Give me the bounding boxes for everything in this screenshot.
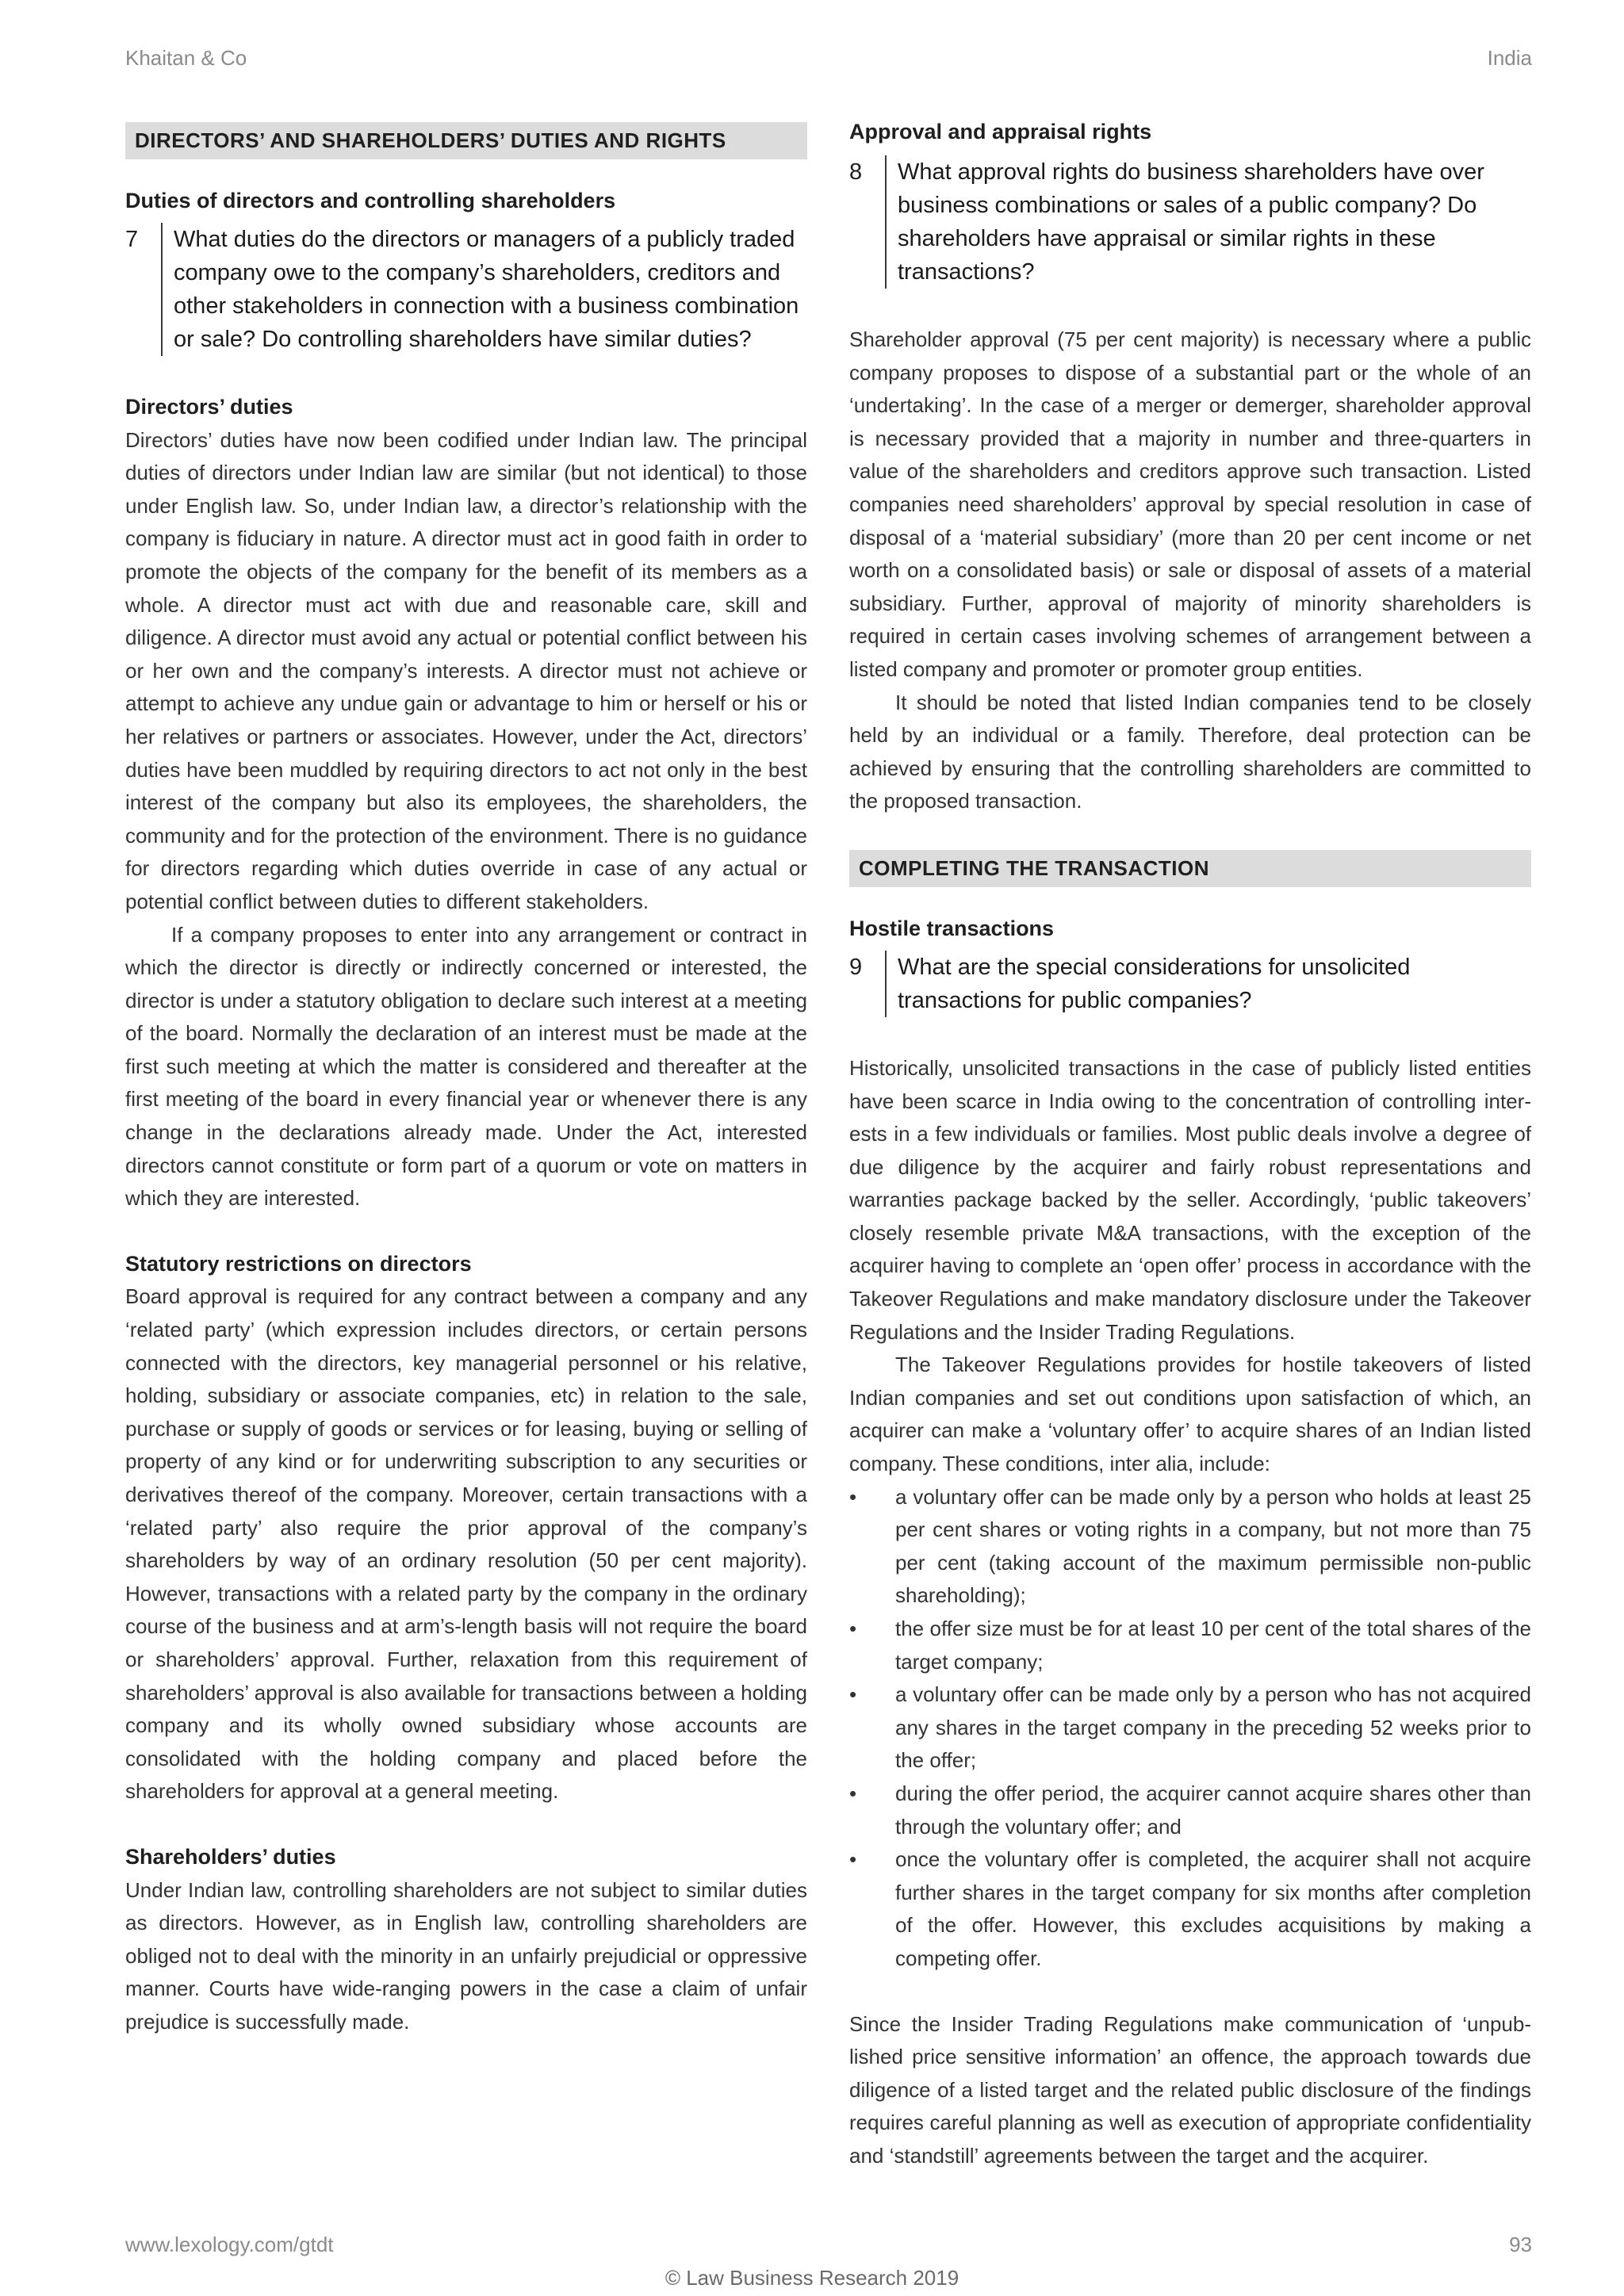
page-number: 93 xyxy=(1509,2233,1532,2256)
paragraph: If a company proposes to enter into any arrangement or contract in which the director is directly or indirectly concerned or interested, the director is under a statutory obligation to declare such interest at a meeting of the board. Normally the declaration of an interest must be made at the first such meeting at which the matter is considered and thereafter at the first meeting of the board in every financial year or whenever there is any change in the declarations already made. Under the Act, interested directors cannot constitute or form part of a quorum or vote on matters in which they are interested. xyxy=(125,922,807,1211)
paragraph: Shareholder approval (75 per cent majority) is necessary where a public company proposes to dispose of a substantial part or the whole of an ‘undertaking’. In the case of a merger or demerger, shareholder approval is necessary provided that a majority in number and three-quarters in value of the shareholders and creditors approve such transaction. Listed companies need shareholders’ approval by special resolution in case of disposal of a ‘material subsidiary’ (more than 20 per cent income or net worth on a consolidated basis) or sale or disposal of assets of a material subsidiary. Further, approval of majority of minority shareholders is required in certain cases involving schemes of arrangement between a listed company and promoter or promoter group entities. xyxy=(849,327,1531,681)
subheading-duties-of-directors: Duties of directors and controlling shareholders xyxy=(125,189,616,212)
conditions-list xyxy=(849,1481,1531,1976)
right-column xyxy=(849,117,1531,2173)
paragraph: Board approval is required for any contract between a company and any ‘related party’ (which expression includes directors, or certain persons connected with the directors, key managerial personnel or his relative, holding, subsidiary or associate companies, etc) in relation to the sale, purchase or supply of goods or services or for leasing, buying or selling of property of any kind or for underwriting subscription to any securities or derivatives thereof of the company. Moreover, certain transactions with a ‘related party’ also require the prior approval of the company’s shareholders by way of an ordinary resolution (50 per cent majority). However, transactions with a related party by the company in the ordinary course of the business and at arm’s-length basis will not require the board or shareholders’ approval. Further, relaxation from this requirement of shareholders’ approval is also available for transactions between a holding company and its wholly owned subsidiary whose accounts are consolidated with the holding company and placed before the shareholders for approval at a general meeting. xyxy=(125,1284,807,1804)
paragraph: Since the Insider Trading Regulations make communication of ‘unpublished price sensitive information’ an offence, the approach towards due diligence of a listed target and the related public disclosure of the findings requires careful planning as well as execution of appropriate confidentiality and ‘standstill’ agreements between the target and the acquirer. xyxy=(849,2011,1531,2168)
paragraph: It should be noted that listed Indian companies tend to be closely held by an individual or a family. Therefore, deal protection can be achieved by ensuring that the controlling shareholders are committed to the proposed transaction. xyxy=(849,690,1531,813)
bullet-icon: • xyxy=(849,1847,857,1872)
question-number: 8 xyxy=(849,159,863,185)
paragraph: Directors’ duties have now been codified under Indian law. The principal duties of directors under Indian law are similar (but not identical) to those under English law. So, under Indian law, a director’s relationship with the company is fiduciary in nature. A director must act in good faith in order to promote the objects of the company for the benefit of its members as a whole. A director must act with due and reasonable care, skill and diligence. A director must avoid any actual or potential conflict between his or her own and the company’s interests. A director must not achieve or attempt to achieve any undue gain or advantage to him or herself or his or her relatives or partners or associates. However, under the Act, directors’ duties have been muddled by requiring directors to act not only in the best interest of the company but also its employees, the shareholders, the community and for the protection of the environment. There is no guidance for directors regarding which duties override in case of any actual or potential conflict between duties to different stakeholders. xyxy=(125,427,807,913)
running-head-country: India xyxy=(1487,46,1532,70)
section-heading-duties: DIRECTORS’ AND SHAREHOLDERS’ DUTIES AND RIGHTS xyxy=(125,122,807,159)
left-column xyxy=(125,117,807,2039)
heading-shareholders-duties: Shareholders’ duties xyxy=(125,1844,336,1869)
section-heading-completing: COMPLETING THE TRANSACTION xyxy=(849,850,1531,887)
list-item: • the offer size must be for at least 10 per cent of the total shares of the target company; xyxy=(849,1613,1531,1678)
heading-directors-duties: Directors’ duties xyxy=(125,395,293,419)
heading-statutory-restrictions: Statutory restrictions on directors xyxy=(125,1251,472,1276)
question-text: What duties do the directors or managers of a publicly traded company owe to the company’s shareholders, creditors and other stakeholders in connection with a business combination or sale? Do controlling shareholders have similar duties? xyxy=(161,223,807,356)
bullet-icon: • xyxy=(849,1781,857,1805)
question-7 xyxy=(125,223,807,356)
bullet-icon: • xyxy=(849,1682,857,1707)
bullet-icon: • xyxy=(849,1617,857,1640)
question-text: What approval rights do business shareholders have over business combinations or sales of a public company? Do shareholders have appraisal or similar rights in these transactions? xyxy=(885,155,1531,289)
running-head-firm: Khaitan & Co xyxy=(125,46,247,70)
bullet-icon: • xyxy=(849,1484,857,1509)
list-item: • a voluntary offer can be made only by a person who holds at least 25 per cent shares or voting rights in a company, but not more than 75 per cent (taking account of the maximum permissible non-public shareholding); xyxy=(849,1481,1531,1613)
footer-url: www.lexology.com/gtdt xyxy=(125,2233,334,2256)
question-number: 9 xyxy=(849,954,863,980)
copyright-notice: © Law Business Research 2019 xyxy=(665,2266,959,2290)
question-text: What are the special considerations for unsolicited transactions for public companies? xyxy=(885,951,1531,1017)
subheading-hostile-transactions: Hostile transactions xyxy=(849,916,1055,940)
subheading-approval-rights: Approval and appraisal rights xyxy=(849,120,1152,144)
list-item: • once the voluntary offer is completed, the acquirer shall not acquire further shares in the target company for six months after completion of the offer. However, this excludes acquisitions by making a competing offer. xyxy=(849,1843,1531,1975)
paragraph: Under Indian law, controlling shareholders are not subject to similar duties as directors. However, as in English law, controlling shareholders are obliged not to deal with the minority in an unfairly prejudicial or oppressive manner. Courts have wide-ranging powers in the case a claim of unfair prejudice is successfully made. xyxy=(125,1877,807,2034)
question-number: 7 xyxy=(125,227,139,252)
question-8 xyxy=(849,155,1531,289)
list-item: • a voluntary offer can be made only by a person who has not acquired any shares in the target company in the preceding 52 weeks prior to the offer; xyxy=(849,1678,1531,1777)
paragraph: The Takeover Regulations provides for hostile takeovers of listed Indian companies and set out conditions upon satisfaction of which, an acquirer can make a ‘voluntary offer’ to acquire shares of an Indian listed company. These conditions, inter alia, include: xyxy=(849,1353,1531,1476)
list-item: • during the offer period, the acquirer cannot acquire shares other than through the voluntary offer; and xyxy=(849,1777,1531,1843)
paragraph: Historically, unsolicited transactions in the case of publicly listed entities have been scarce in India owing to the concentration of controlling interests in a few individuals or families. Most public deals involve a degree of due diligence by the acquirer and fairly robust representations and warranties package backed by the seller. Accordingly, ‘public takeovers’ closely resemble private M&A transactions, with the exception of the acquirer having to complete an ‘open offer’ process in accordance with the Takeover Regulations and make mandatory disclosure under the Takeover Regulations and the Insider Trading Regulations. xyxy=(849,1055,1531,1344)
question-9 xyxy=(849,951,1531,1017)
